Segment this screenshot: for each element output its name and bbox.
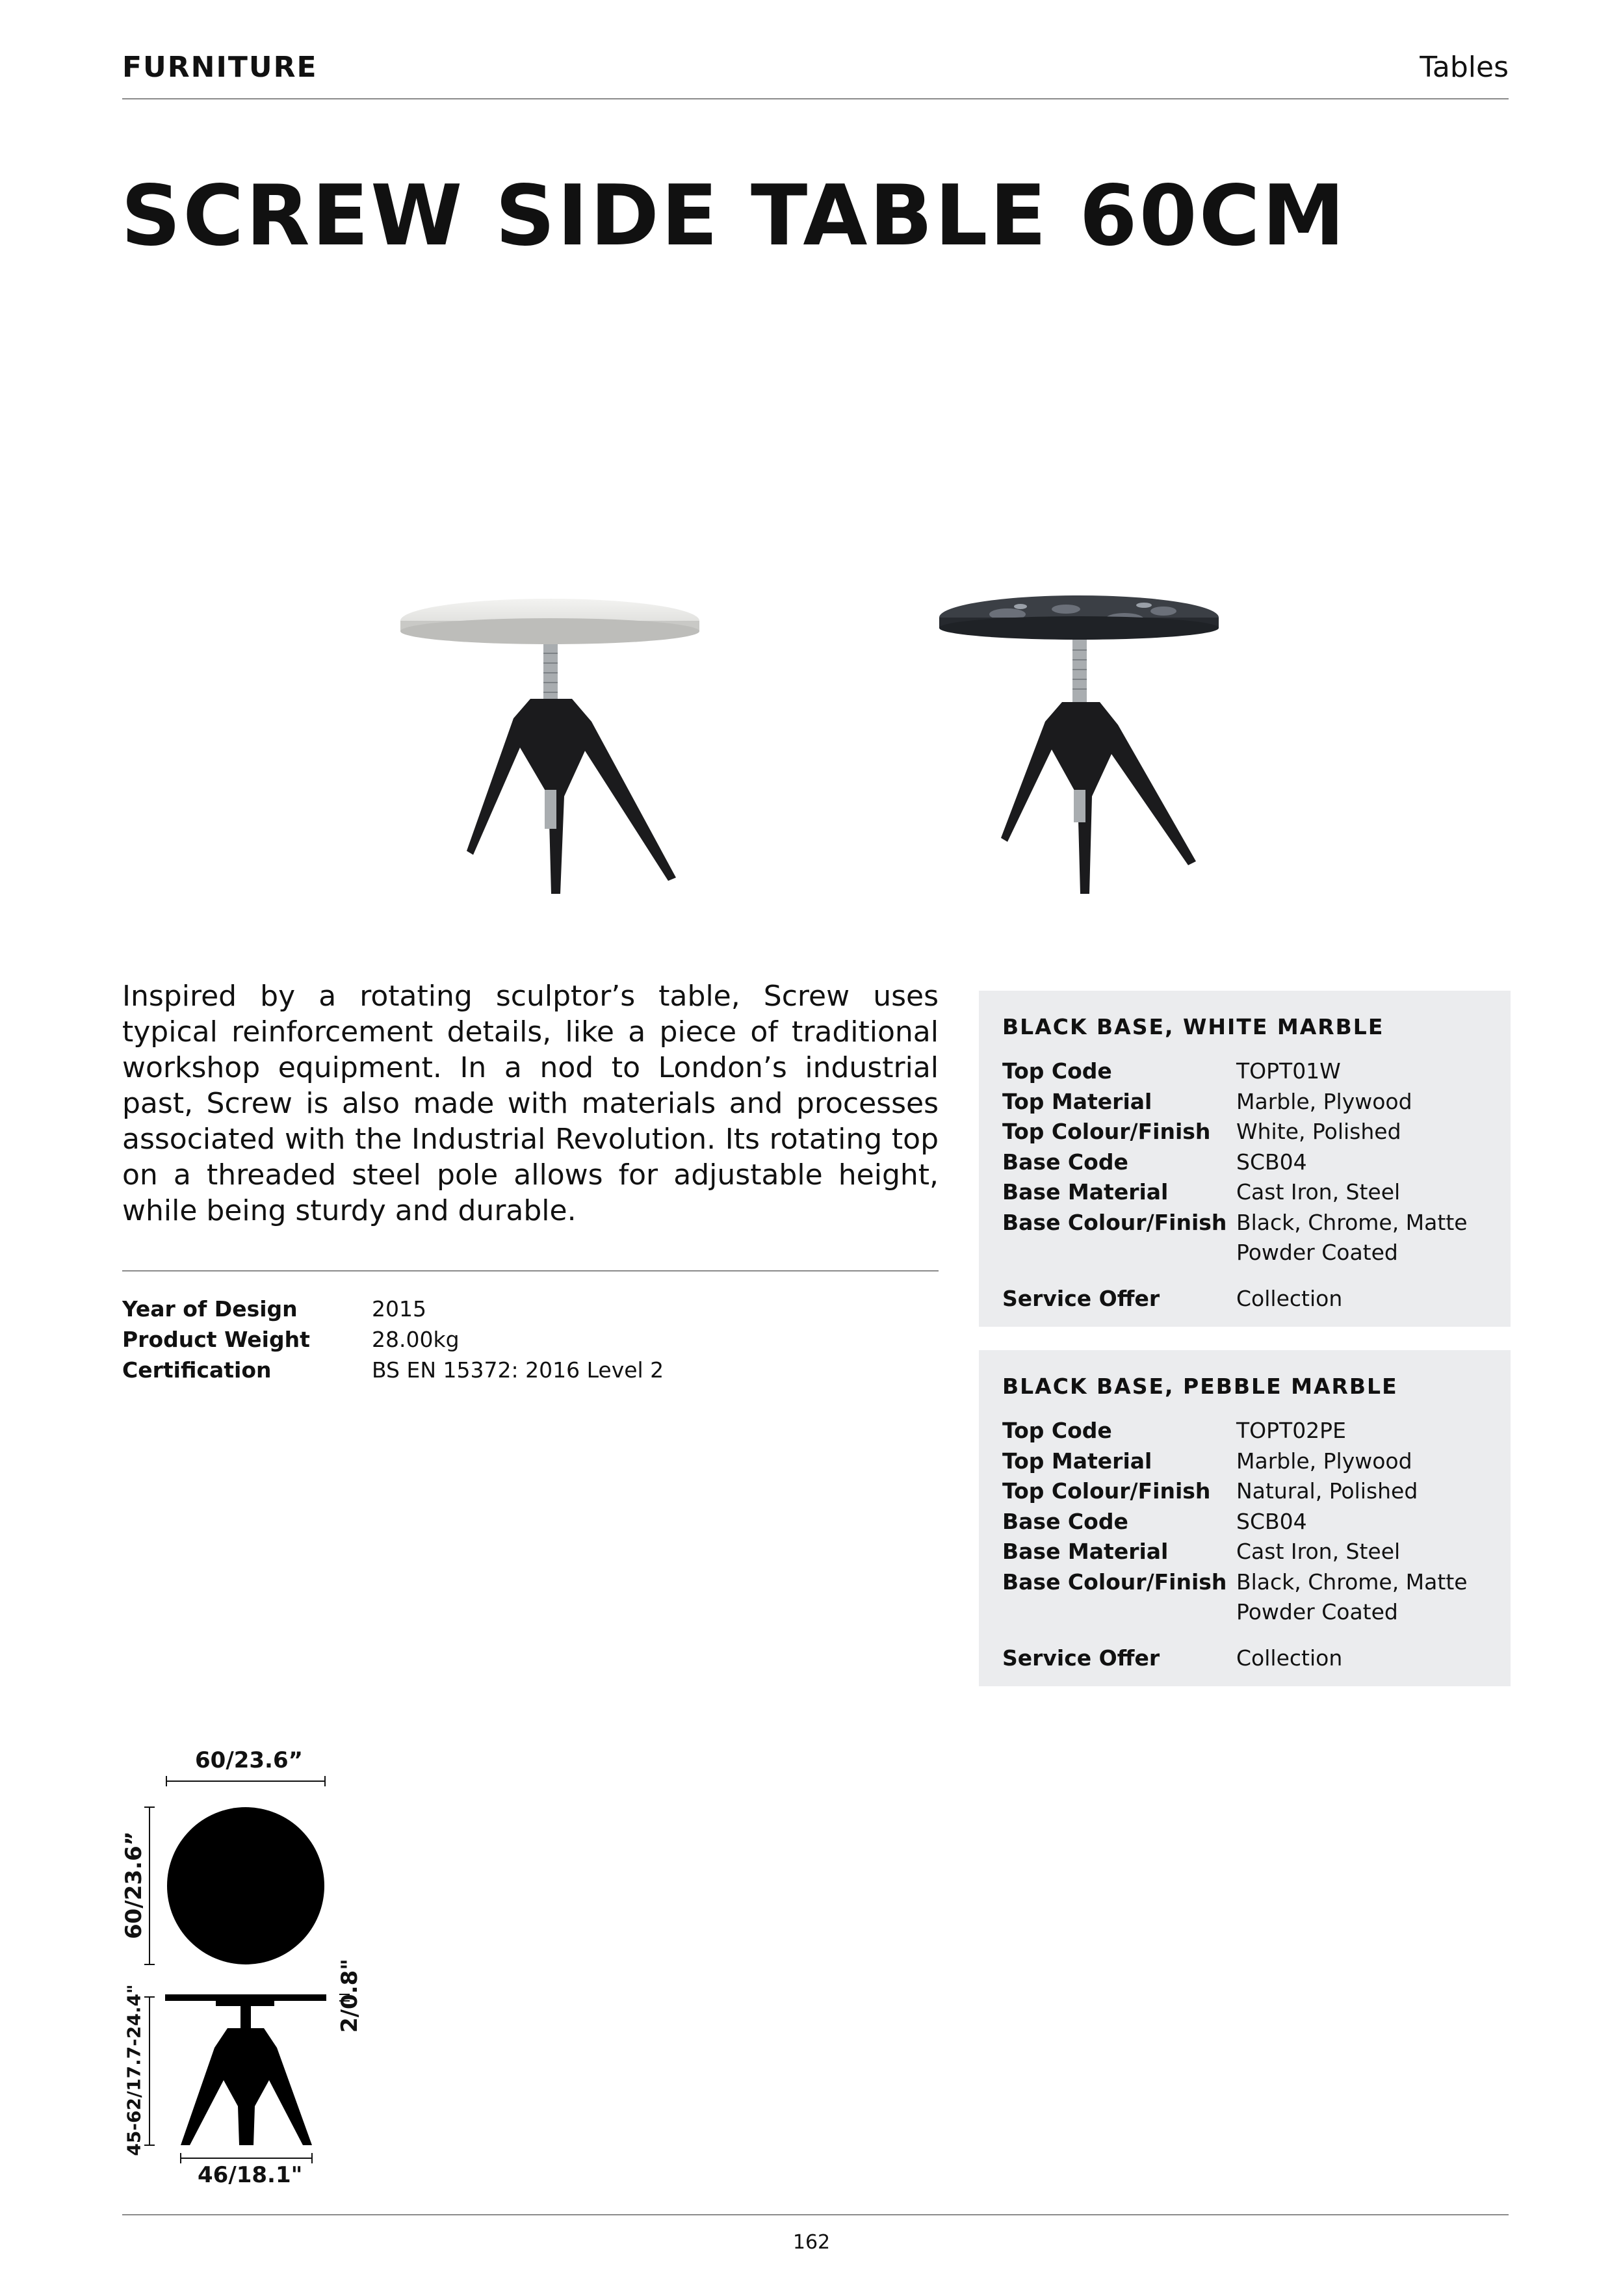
product-title: SCREW SIDE TABLE 60CM xyxy=(121,168,1347,265)
spec-row xyxy=(1002,1208,1487,1268)
footer-divider xyxy=(122,2214,1509,2215)
spec-label: Top Code xyxy=(1002,1418,1112,1443)
meta-value: 2015 xyxy=(372,1296,426,1322)
spec-value: TOPT01W xyxy=(1236,1058,1341,1084)
spec-label: Base Material xyxy=(1002,1539,1169,1564)
spec-row xyxy=(1002,1147,1487,1178)
variant-title: BLACK BASE, WHITE MARBLE xyxy=(1002,1014,1384,1039)
header-divider xyxy=(122,98,1509,99)
spec-label: Top Colour/Finish xyxy=(1002,1119,1211,1144)
spec-value: Cast Iron, Steel xyxy=(1236,1179,1401,1205)
spec-row xyxy=(1002,1117,1487,1147)
spec-row xyxy=(1002,1476,1487,1507)
spec-value: Collection xyxy=(1236,1285,1343,1311)
description-divider xyxy=(122,1270,939,1272)
spec-row xyxy=(1002,1416,1487,1446)
spec-label: Base Colour/Finish xyxy=(1002,1209,1227,1235)
variant-title: BLACK BASE, PEBBLE MARBLE xyxy=(1002,1374,1398,1399)
spec-value: TOPT02PE xyxy=(1236,1418,1346,1443)
spec-value: Marble, Plywood xyxy=(1236,1088,1412,1114)
service-row xyxy=(1002,1643,1487,1674)
spec-row xyxy=(1002,1446,1487,1477)
spec-value: Natural, Polished xyxy=(1236,1478,1418,1504)
meta-label: Year of Design xyxy=(122,1296,298,1322)
spec-label: Base Code xyxy=(1002,1149,1128,1175)
dim-top-width: 60/23.6” xyxy=(195,1747,303,1773)
spec-value: SCB04 xyxy=(1236,1508,1307,1534)
meta-label: Certification xyxy=(122,1357,272,1383)
meta-row xyxy=(122,1294,939,1324)
spec-row xyxy=(1002,1056,1487,1087)
page-number: 162 xyxy=(792,2231,831,2254)
variant-panel-pebble-marble xyxy=(979,1350,1511,1686)
variant-panel-white-marble xyxy=(979,991,1511,1327)
spec-label: Top Material xyxy=(1002,1088,1152,1114)
meta-value: 28.00kg xyxy=(372,1327,460,1352)
meta-row xyxy=(122,1355,939,1385)
spec-value: Black, Chrome, Matte Powder Coated xyxy=(1236,1569,1468,1624)
spec-label: Service Offer xyxy=(1002,1285,1160,1311)
spec-label: Base Code xyxy=(1002,1508,1128,1534)
meta-label: Product Weight xyxy=(122,1327,310,1352)
dim-base-width: 46/18.1" xyxy=(198,2162,303,2188)
spec-row xyxy=(1002,1507,1487,1537)
section-title: FURNITURE xyxy=(122,51,318,84)
category-label: Tables xyxy=(1420,51,1509,84)
spec-row xyxy=(1002,1567,1487,1628)
dim-height: 45-62/17.7-24.4" xyxy=(123,1984,145,2156)
spec-label: Base Colour/Finish xyxy=(1002,1569,1227,1595)
spec-label: Top Code xyxy=(1002,1058,1112,1084)
spec-row xyxy=(1002,1087,1487,1117)
service-row xyxy=(1002,1284,1487,1314)
dim-top-thickness: 2/0.8" xyxy=(337,1958,363,2033)
spec-value: SCB04 xyxy=(1236,1149,1307,1175)
spec-label: Base Material xyxy=(1002,1179,1169,1205)
spec-value: Marble, Plywood xyxy=(1236,1448,1412,1474)
meta-row xyxy=(122,1324,939,1355)
spec-value: Black, Chrome, Matte Powder Coated xyxy=(1236,1209,1468,1265)
meta-value: BS EN 15372: 2016 Level 2 xyxy=(372,1357,664,1383)
product-meta xyxy=(122,1294,939,1385)
dim-top-depth: 60/23.6” xyxy=(121,1831,147,1939)
product-photo-white-marble xyxy=(390,582,715,900)
product-photo-pebble-marble xyxy=(929,582,1228,900)
product-description: Inspired by a rotating sculptor’s table, Screw uses typical reinforcement details, like a piece of traditional workshop equipment. In a nod to London’s industrial past, Screw is also made with materials and processes associated with the Industrial Revolution. Its rotating top on a threaded steel pole allows for adjustable height, while being sturdy and durable. xyxy=(122,980,939,1227)
spec-value: Cast Iron, Steel xyxy=(1236,1539,1401,1564)
spec-label: Top Colour/Finish xyxy=(1002,1478,1211,1504)
spec-row xyxy=(1002,1537,1487,1567)
spec-value: White, Polished xyxy=(1236,1119,1401,1144)
spec-value: Collection xyxy=(1236,1645,1343,1671)
spec-label: Top Material xyxy=(1002,1448,1152,1474)
spec-label: Service Offer xyxy=(1002,1645,1160,1671)
spec-row xyxy=(1002,1177,1487,1208)
